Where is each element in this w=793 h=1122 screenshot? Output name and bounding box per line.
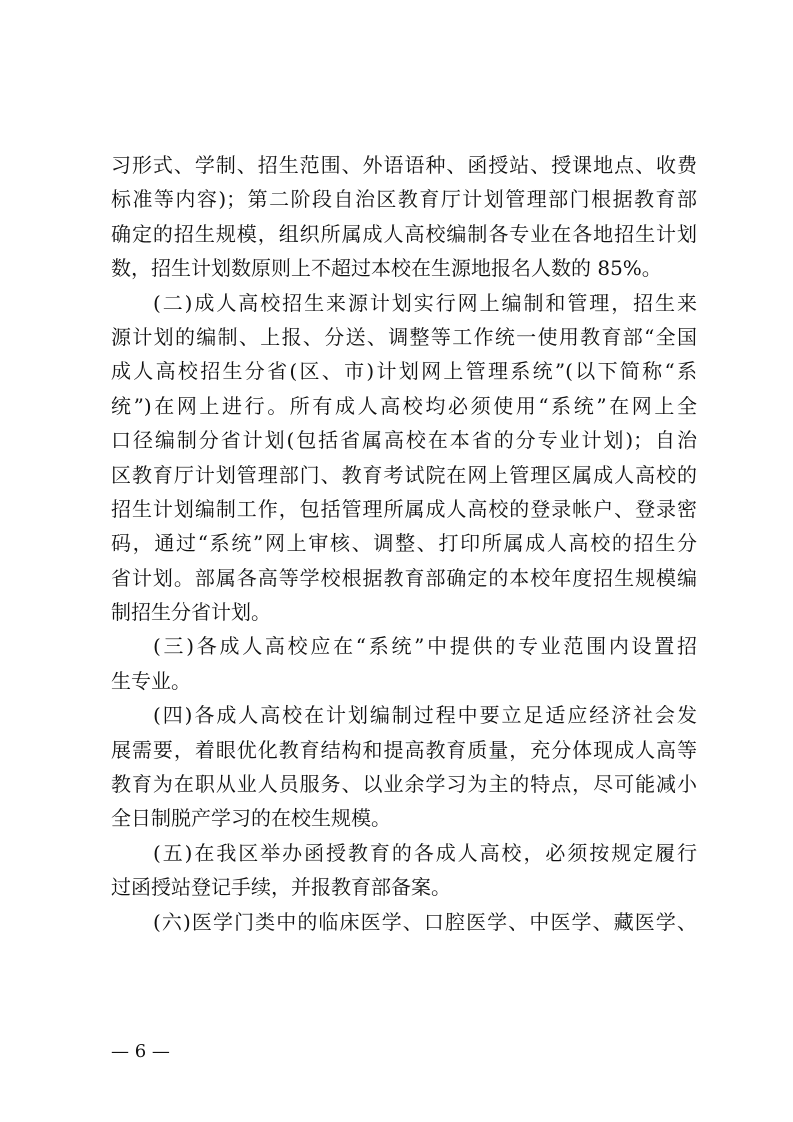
text-line: (三)各成人高校应在“系统”中提供的专业范围内设置招 xyxy=(153,634,697,659)
text-line: 成人高校招生分省(区、市)计划网上管理系统”(以下简称“系 xyxy=(111,359,697,384)
text-line: (六)医学门类中的临床医学、口腔医学、中医学、藏医学、 xyxy=(153,909,697,934)
text-line: 全日制脱产学习的在校生规模。 xyxy=(111,806,391,831)
page-number: — 6 — xyxy=(111,1041,170,1062)
text-line: 统”)在网上进行。所有成人高校均必须使用“系统”在网上全 xyxy=(111,393,697,418)
text-line: 制招生分省计划。 xyxy=(111,600,271,625)
text-line: 过函授站登记手续，并报教育部备案。 xyxy=(111,875,451,900)
text-line: 源计划的编制、上报、分送、调整等工作统一使用教育部“全国 xyxy=(111,324,697,349)
text-line: 习形式、学制、招生范围、外语语种、函授站、授课地点、收费 xyxy=(111,153,697,177)
text-line: 展需要，着眼优化教育结构和提高教育质量，充分体现成人高等 xyxy=(111,737,697,762)
text-line: 标准等内容)；第二阶段自治区教育厅计划管理部门根据教育部 xyxy=(111,187,697,212)
text-line: 数，招生计划数原则上不超过本校在生源地报名人数的 85%。 xyxy=(111,256,662,281)
text-line: (五)在我区举办函授教育的各成人高校，必须按规定履行 xyxy=(153,840,697,865)
text-line: (二)成人高校招生来源计划实行网上编制和管理，招生来 xyxy=(153,290,697,315)
body-text xyxy=(111,148,697,939)
text-line: 省计划。部属各高等学校根据教育部确定的本校年度招生规模编 xyxy=(111,565,697,590)
text-line: 确定的招生规模，组织所属成人高校编制各专业在各地招生计划 xyxy=(111,221,697,246)
text-line: 码，通过“系统”网上审核、调整、打印所属成人高校的招生分 xyxy=(111,531,697,556)
text-line: 招生计划编制工作，包括管理所属成人高校的登录帐户、登录密 xyxy=(111,496,697,521)
text-line: (四)各成人高校在计划编制过程中要立足适应经济社会发 xyxy=(153,703,697,728)
text-line: 生专业。 xyxy=(111,668,191,693)
text-line: 区教育厅计划管理部门、教育考试院在网上管理区属成人高校的 xyxy=(111,462,697,487)
text-line: 教育为在职从业人员服务、以业余学习为主的特点，尽可能减小 xyxy=(111,772,697,797)
text-line: 口径编制分省计划(包括省属高校在本省的分专业计划)；自治 xyxy=(111,428,697,453)
